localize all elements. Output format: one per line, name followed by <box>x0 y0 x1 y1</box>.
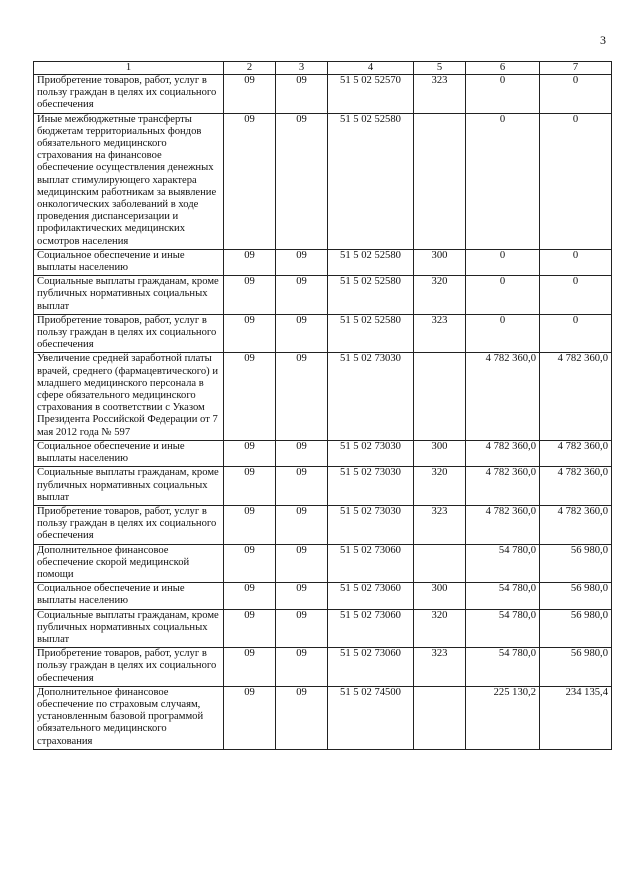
header-row <box>34 62 612 75</box>
expense-type-cell: 320 <box>414 467 466 506</box>
header-col-7: 7 <box>540 62 612 75</box>
header-col-6: 6 <box>466 62 540 75</box>
amount-year1-cell: 0 <box>466 314 540 353</box>
header-col-2: 2 <box>224 62 276 75</box>
section-cell: 09 <box>224 440 276 466</box>
expense-type-cell <box>414 544 466 583</box>
expense-type-cell: 323 <box>414 648 466 687</box>
subsection-cell: 09 <box>276 609 328 648</box>
row-name-cell: Социальные выплаты гражданам, кроме публичных нормативных социальных выплат <box>34 276 224 315</box>
section-cell: 09 <box>224 249 276 275</box>
table-row <box>34 113 612 249</box>
table-row <box>34 75 612 114</box>
row-name-cell: Дополнительное финансовое обеспечение по страховым случаям, установленным базовой программой обязательного медицинского страхования <box>34 686 224 749</box>
table-row <box>34 440 612 466</box>
amount-year2-cell: 56 980,0 <box>540 648 612 687</box>
expense-type-cell <box>414 686 466 749</box>
subsection-cell: 09 <box>276 648 328 687</box>
table-row <box>34 648 612 687</box>
amount-year2-cell: 0 <box>540 276 612 315</box>
subsection-cell: 09 <box>276 276 328 315</box>
section-cell: 09 <box>224 648 276 687</box>
subsection-cell: 09 <box>276 583 328 609</box>
section-cell: 09 <box>224 505 276 544</box>
row-name-cell: Иные межбюджетные трансферты бюджетам территориальных фондов обязательного медицинского страхования на финансовое обеспечение осуществления денежных выплат стимулирующего характера медицинским работникам за выявление онкологических заболеваний в ходе проведения диспансеризации и профилактических медицинских осмотров населения <box>34 113 224 249</box>
row-name-cell: Приобретение товаров, работ, услуг в пользу граждан в целях их социального обеспечения <box>34 505 224 544</box>
expense-type-cell: 320 <box>414 609 466 648</box>
target-article-cell: 51 5 02 73060 <box>328 583 414 609</box>
table-row <box>34 276 612 315</box>
expense-type-cell <box>414 353 466 440</box>
table-row <box>34 544 612 583</box>
section-cell: 09 <box>224 113 276 249</box>
subsection-cell: 09 <box>276 249 328 275</box>
section-cell: 09 <box>224 686 276 749</box>
amount-year2-cell: 0 <box>540 249 612 275</box>
expense-type-cell: 300 <box>414 583 466 609</box>
table-row <box>34 353 612 440</box>
row-name-cell: Дополнительное финансовое обеспечение скорой медицинской помощи <box>34 544 224 583</box>
subsection-cell: 09 <box>276 544 328 583</box>
subsection-cell: 09 <box>276 467 328 506</box>
section-cell: 09 <box>224 583 276 609</box>
table-row <box>34 609 612 648</box>
expense-type-cell: 323 <box>414 314 466 353</box>
target-article-cell: 51 5 02 52570 <box>328 75 414 114</box>
amount-year1-cell: 4 782 360,0 <box>466 467 540 506</box>
subsection-cell: 09 <box>276 686 328 749</box>
header-col-1: 1 <box>34 62 224 75</box>
amount-year1-cell: 4 782 360,0 <box>466 353 540 440</box>
amount-year1-cell: 4 782 360,0 <box>466 505 540 544</box>
amount-year2-cell: 4 782 360,0 <box>540 505 612 544</box>
target-article-cell: 51 5 02 52580 <box>328 113 414 249</box>
amount-year2-cell: 0 <box>540 75 612 114</box>
table-row <box>34 314 612 353</box>
section-cell: 09 <box>224 544 276 583</box>
amount-year1-cell: 0 <box>466 75 540 114</box>
row-name-cell: Социальные выплаты гражданам, кроме публичных нормативных социальных выплат <box>34 609 224 648</box>
amount-year2-cell: 0 <box>540 113 612 249</box>
amount-year2-cell: 56 980,0 <box>540 544 612 583</box>
table-row <box>34 467 612 506</box>
header-col-3: 3 <box>276 62 328 75</box>
row-name-cell: Социальное обеспечение и иные выплаты населению <box>34 249 224 275</box>
amount-year1-cell: 54 780,0 <box>466 583 540 609</box>
budget-table <box>33 61 612 750</box>
amount-year1-cell: 54 780,0 <box>466 609 540 648</box>
amount-year1-cell: 0 <box>466 276 540 315</box>
section-cell: 09 <box>224 353 276 440</box>
target-article-cell: 51 5 02 73030 <box>328 353 414 440</box>
amount-year2-cell: 56 980,0 <box>540 609 612 648</box>
amount-year2-cell: 234 135,4 <box>540 686 612 749</box>
row-name-cell: Приобретение товаров, работ, услуг в пользу граждан в целях их социального обеспечения <box>34 314 224 353</box>
row-name-cell: Социальное обеспечение и иные выплаты населению <box>34 583 224 609</box>
target-article-cell: 51 5 02 52580 <box>328 249 414 275</box>
amount-year2-cell: 4 782 360,0 <box>540 440 612 466</box>
amount-year1-cell: 0 <box>466 249 540 275</box>
section-cell: 09 <box>224 467 276 506</box>
section-cell: 09 <box>224 314 276 353</box>
header-col-4: 4 <box>328 62 414 75</box>
amount-year1-cell: 225 130,2 <box>466 686 540 749</box>
section-cell: 09 <box>224 609 276 648</box>
amount-year1-cell: 54 780,0 <box>466 544 540 583</box>
amount-year1-cell: 0 <box>466 113 540 249</box>
target-article-cell: 51 5 02 73030 <box>328 467 414 506</box>
expense-type-cell: 323 <box>414 75 466 114</box>
target-article-cell: 51 5 02 74500 <box>328 686 414 749</box>
subsection-cell: 09 <box>276 113 328 249</box>
amount-year2-cell: 0 <box>540 314 612 353</box>
expense-type-cell: 300 <box>414 249 466 275</box>
subsection-cell: 09 <box>276 353 328 440</box>
amount-year2-cell: 4 782 360,0 <box>540 353 612 440</box>
subsection-cell: 09 <box>276 505 328 544</box>
subsection-cell: 09 <box>276 440 328 466</box>
section-cell: 09 <box>224 75 276 114</box>
table-row <box>34 686 612 749</box>
amount-year2-cell: 56 980,0 <box>540 583 612 609</box>
amount-year1-cell: 4 782 360,0 <box>466 440 540 466</box>
target-article-cell: 51 5 02 52580 <box>328 276 414 315</box>
table-row <box>34 583 612 609</box>
row-name-cell: Социальное обеспечение и иные выплаты населению <box>34 440 224 466</box>
target-article-cell: 51 5 02 73030 <box>328 505 414 544</box>
amount-year2-cell: 4 782 360,0 <box>540 467 612 506</box>
target-article-cell: 51 5 02 52580 <box>328 314 414 353</box>
row-name-cell: Увеличение средней заработной платы врачей, среднего (фармацевтического) и младшего медицинского персонала в сфере обязательного медицинского страхования в соответствии с Указом Президента Российской Федерации от 7 мая 2012 года № 597 <box>34 353 224 440</box>
row-name-cell: Приобретение товаров, работ, услуг в пользу граждан в целях их социального обеспечения <box>34 75 224 114</box>
expense-type-cell: 323 <box>414 505 466 544</box>
header-col-5: 5 <box>414 62 466 75</box>
target-article-cell: 51 5 02 73060 <box>328 544 414 583</box>
expense-type-cell: 320 <box>414 276 466 315</box>
expense-type-cell <box>414 113 466 249</box>
row-name-cell: Приобретение товаров, работ, услуг в пользу граждан в целях их социального обеспечения <box>34 648 224 687</box>
amount-year1-cell: 54 780,0 <box>466 648 540 687</box>
table-row <box>34 249 612 275</box>
table-row <box>34 505 612 544</box>
target-article-cell: 51 5 02 73060 <box>328 648 414 687</box>
page-number: 3 <box>600 33 606 47</box>
section-cell: 09 <box>224 276 276 315</box>
subsection-cell: 09 <box>276 75 328 114</box>
row-name-cell: Социальные выплаты гражданам, кроме публичных нормативных социальных выплат <box>34 467 224 506</box>
target-article-cell: 51 5 02 73030 <box>328 440 414 466</box>
target-article-cell: 51 5 02 73060 <box>328 609 414 648</box>
subsection-cell: 09 <box>276 314 328 353</box>
expense-type-cell: 300 <box>414 440 466 466</box>
